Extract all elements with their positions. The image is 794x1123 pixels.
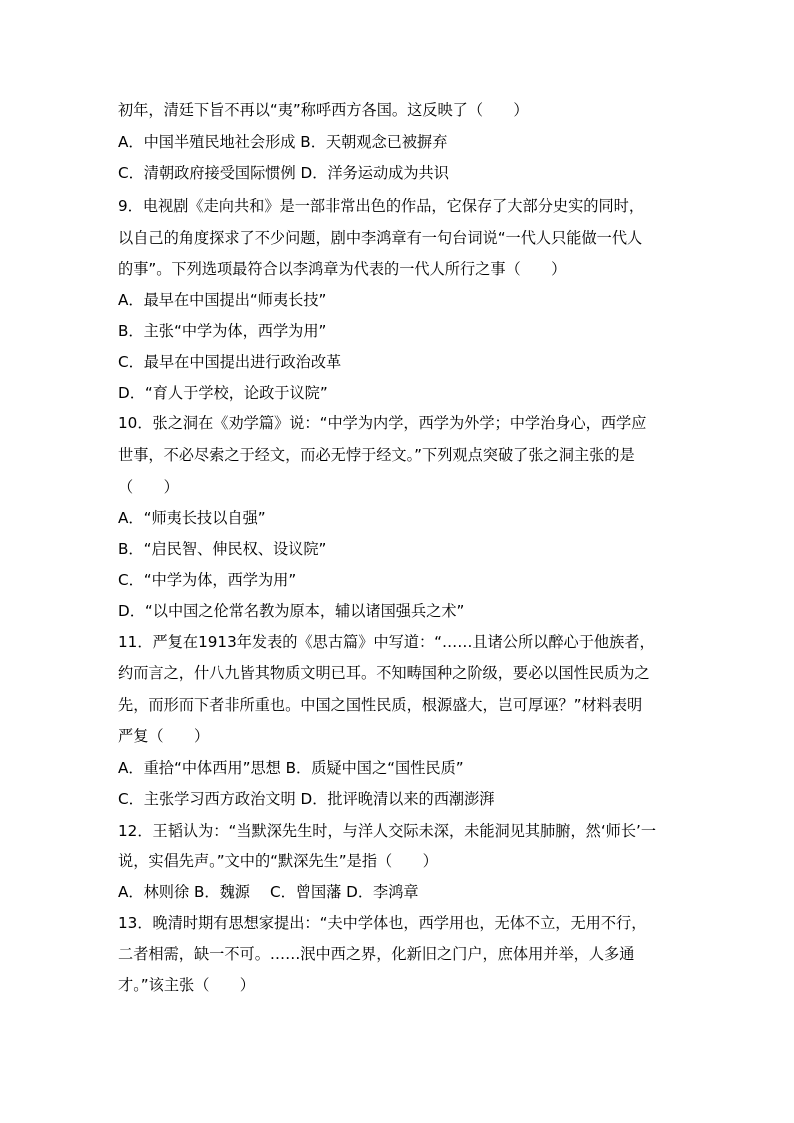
text-line: 世事，不必尽索之于经文，而必无悖于经文。”下列观点突破了张之洞主张的是: [118, 446, 635, 464]
text-line: 初年，清廷下旨不再以“夷”称呼西方各国。这反映了（ ）: [118, 101, 529, 119]
text-line: 以自己的角度探求了不少问题，剧中李鸿章有一句台词说“一代人只能做一代人: [118, 229, 643, 247]
option-line: A．中国半殖民地社会形成 B．天朝观念已被摒弃: [118, 133, 448, 151]
option-line: D．“育人于学校，论政于议院”: [118, 384, 328, 402]
option-line: A．林则徐 B．魏源 C．曾国藩 D．李鸿章: [118, 883, 419, 901]
question-13-text: 13．晚清时期有思想家提出：“夫中学体也，西学用也，无体不立，无用不行，: [118, 914, 647, 932]
option-line: A．最早在中国提出“师夷长技”: [118, 291, 327, 309]
option-line: B．主张“中学为体，西学为用”: [118, 322, 327, 340]
text-line: 二者相需，缺一不可。……泯中西之界，化新旧之门户，庶体用并举，人多通: [118, 945, 635, 963]
option-line: D．“以中国之伦常名教为原本，辅以诸国强兵之术”: [118, 602, 465, 620]
option-line: B．“启民智、伸民权、设议院”: [118, 540, 327, 558]
text-line: 才。”该主张（ ）: [118, 976, 255, 994]
question-12-text: 12．王韬认为：“当默深先生时，与洋人交际未深，未能洞见其肺腑，然‘师长’一: [118, 822, 657, 840]
text-line: 说，实倡先声。”文中的“默深先生”是指（ ）: [118, 852, 438, 870]
question-9-text: 9．电视剧《走向共和》是一部非常出色的作品，它保存了大部分史实的同时，: [118, 197, 645, 215]
option-line: A．“师夷长技以自强”: [118, 509, 266, 527]
option-line: C．清朝政府接受国际惯例 D．洋务运动成为共识: [118, 164, 449, 182]
answer-blank: （ ）: [118, 478, 179, 496]
text-line: 严复（ ）: [118, 727, 210, 745]
option-line: C．“中学为体，西学为用”: [118, 571, 297, 589]
question-10-text: 10．张之洞在《劝学篇》说：“中学为内学，西学为外学；中学治身心，西学应: [118, 414, 647, 432]
text-line: 的事”。下列选项最符合以李鸿章为代表的一代人所行之事（ ）: [118, 260, 567, 278]
text-line: 约而言之，什八九皆其物质文明已耳。不知畴国种之阶级，要必以国性民质为之: [118, 664, 650, 682]
text-line: 先，而形而下者非所重也。中国之国性民质，根源盛大，岂可厚诬？”材料表明: [118, 696, 643, 714]
option-line: A．重拾“中体西用”思想 B．质疑中国之“国性民质”: [118, 759, 464, 777]
question-11-text: 11．严复在1913年发表的《思古篇》中写道：“……且诸公所以醉心于他族者，: [118, 633, 655, 651]
option-line: C．主张学习西方政治文明 D．批评晚清以来的西潮澎湃: [118, 790, 495, 808]
option-line: C．最早在中国提出进行政治改革: [118, 353, 342, 371]
